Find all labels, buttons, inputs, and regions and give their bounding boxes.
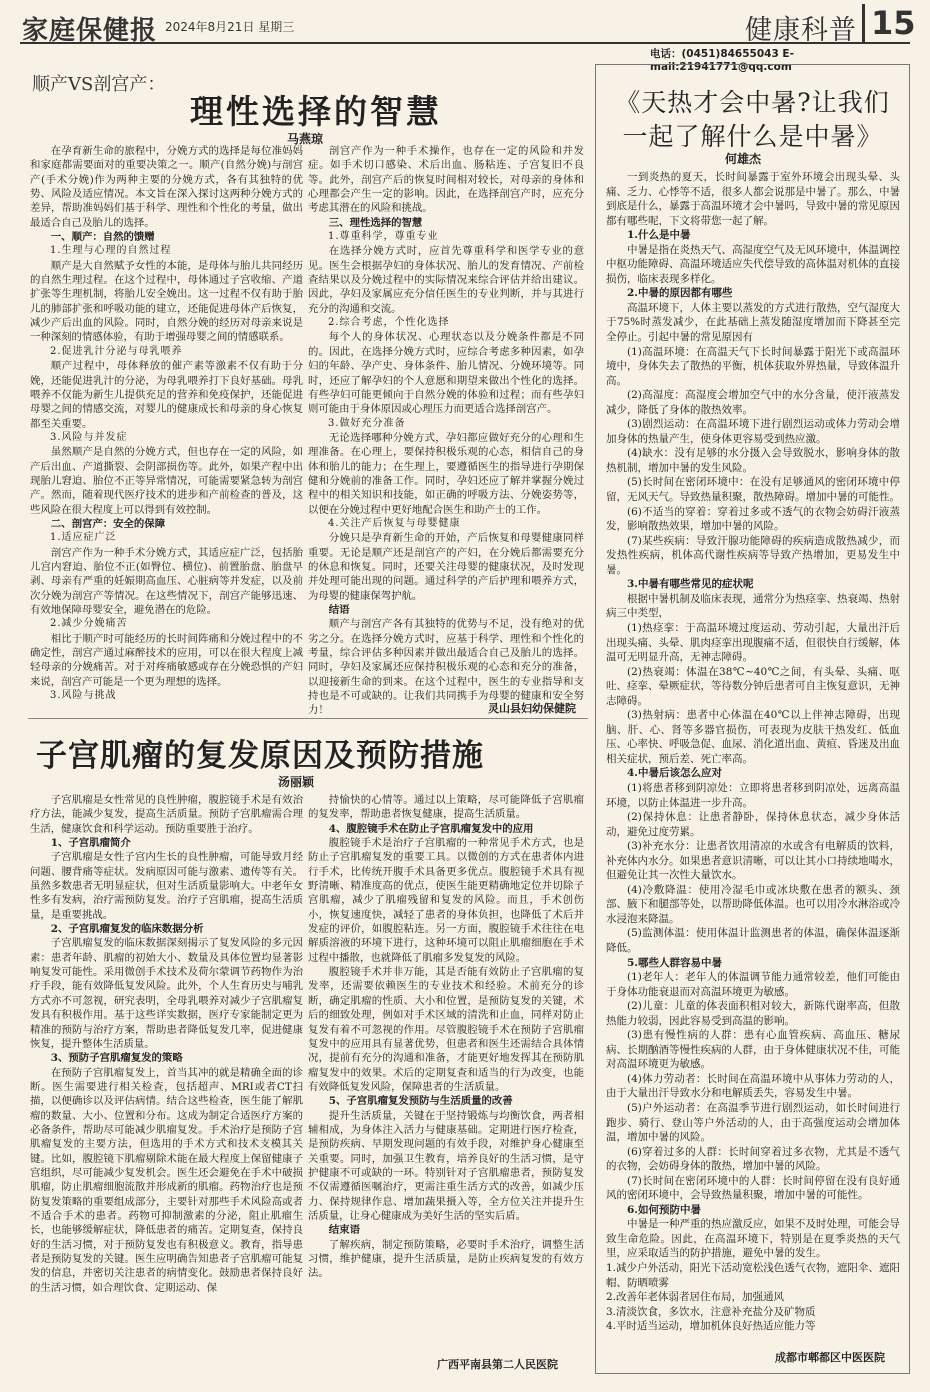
paragraph: 子宫肌瘤是女性常见的良性肿瘤，腹腔镜手术是有效治疗方法，能减少复发，提高生活质量。预防子宫肌瘤需合理生活，健康饮食和科学运动。预防重要胜于治疗。 [30,794,303,835]
paragraph: 根据中暑机制及临床表现，通常分为热痉挛、热衰竭、热射病三中类型， [606,592,900,620]
issue-date: 2024年8月21日 星期三 [165,20,295,34]
paragraph: 相比于顺产时可能经历的长时间阵痛和分娩过程中的不确定性，剖宫产通过麻醉技术的应用，可以在很大程度上减轻母亲的分娩痛苦。对于对疼痛敏感或存在分娩恐惧的产妇来说，剖宫产可能是一个更为理想的选择。 [30,632,303,688]
section-heading: 1.什么是中暑 [627,229,691,242]
paragraph: 在选择分娩方式时，应首先尊重科学和医学专业的意见。医生会根据孕妇的身体状况、胎儿的发育情况、产前检查结果以及分娩过程中的实际情况来综合评估并给出建议。因此，孕妇及家属应充分信任医生的专业判断，并与其进行充分的沟通和交流。 [308,245,584,315]
paragraph: (3)热射病：患者中心体温在40℃以上伴神志障碍，出现脑、肝、心、肾等多器官损伤，可表现为皮肤干热发红、低血压、心率快、呼吸急促、血尿、消化道出血、黄疸、昏迷及出血相关症状，预后差、死亡率高。 [606,709,900,765]
article1-title: 理性选择的智慧 [190,92,442,131]
paragraph: 中暑是一种严重的热应激反应，如果不及时处理，可能会导致生命危险。因此，在高温环境下，特别是在夏季炎热的天气里，应采取适当的防护措施，避免中暑的发生。 [606,1218,900,1260]
section-heading: 2.中暑的原因都有哪些 [627,287,733,300]
article3-title-line-1: 《天热才会中暑?让我们 [615,88,890,117]
article2-column-1 [30,793,303,1295]
article3-title-line-2: 一起了解什么是中暑》 [622,122,883,151]
masthead-rule [20,42,910,44]
paragraph: (3)补充水分：让患者饮用清凉的水或含有电解质的饮料，补充体内水分。如果患者意识清晰，可以让其小口持续地喝水，但避免让其一次性大量饮水。 [606,840,900,882]
paragraph: (4)冷敷降温：使用冷湿毛巾或冰块敷在患者的额头、颈部、腋下和腿部等处，以帮助降低体温。也可以用冷水淋浴或冷水浸泡来降温。 [606,883,900,925]
paragraph: 3.清淡饮食，多饮水，注意补充盐分及矿物质 [606,1305,816,1318]
paragraph: (4)体力劳动者：长时间在高温环境中从事体力劳动的人，由于大量出汗导致水分和电解质丢失，容易发生中暑。 [606,1072,900,1100]
article3-column [606,170,900,1334]
section-heading: 5.哪些人群容易中暑 [627,956,722,969]
paragraph: (3)剧烈运动：在高温环境下进行剧烈运动或体力劳动会增加身体的热量产生，使身体更容易受到热应激。 [606,418,900,445]
subsection-heading: 2.综合考虑，个性化选择 [328,317,450,329]
article3-title [600,86,905,154]
paragraph: 子宫肌瘤复发的临床数据深刻揭示了复发风险的多元因素：患者年龄、肌瘤的初始大小、数量及具体位置均显著影响复发可能性。采用微创手术技术及荷尔蒙调节药物作为治疗手段，能有效降低复发风险。此外，个人生育历史与哺乳方式亦不可忽视，研究表明，全母乳喂养对减少子宫肌瘤复发具有积极作用。基于这些详实数据，医疗专家能制定更为精准的预防与治疗方案，帮助患者降低复发几率，促进健康恢复，提升整体生活质量。 [30,937,303,1050]
paragraph: 剖宫产作为一种手术分娩方式，其适应症广泛，包括胎儿宫内窘迫、胎位不正(如臀位、横位)、前置胎盘、胎盘早剥、母亲有严重的妊娠期高血压、心脏病等并发症，以及前次分娩为剖宫产等情况。在这些情况下，剖宫产能够迅速、有效地保障母婴安全，避免潜在的危险。 [30,546,303,616]
subsection-heading: 2.促进乳汁分泌与母乳喂养 [50,345,183,357]
article2-title: 子宫肌瘤的复发原因及预防措施 [36,738,484,774]
section-heading: 4.中暑后该怎么应对 [627,767,722,780]
paragraph: (6)不适当的穿着：穿着过多或不透气的衣物会妨碍汗液蒸发，影响散热效果，增加中暑的风险。 [606,505,900,533]
paragraph: (5)监测体温：使用体温计监测患者的体温，确保体温逐渐降低。 [606,927,900,954]
article1-organization: 灵山县妇幼保健院 [488,702,576,715]
paragraph: 顺产与剖宫产各有其独特的优势与不足，没有绝对的优劣之分。在选择分娩方式时，应基于科学、理性和个性化的考量，综合评估多种因素并做出最适合自己及胎儿的选择。同时，孕妇及家属还应保持积极乐观的心态和充分的准备，以迎接新生命的到来。在这个过程中，医生的专业指导和支持也是不可或缺的。让我们共同携手为母婴的健康和安全努力！ [308,618,584,717]
paragraph: 剖宫产作为一种手术操作，也存在一定的风险和并发症。如手术切口感染、术后出血、肠粘连、子宫复旧不良等。此外，剖宫产后的恢复时间相对较长，对母亲的身体和心理都会产生一定的影响。因此，在选择剖宫产时，应充分考虑其潜在的风险和挑战。 [308,145,584,215]
section-name: 健康科普 [745,15,857,46]
paragraph: 腹腔镜手术并非万能，其是否能有效防止子宫肌瘤的复发率，还需要依赖医生的专业技术和经验。术前充分的诊断，确定肌瘤的性质、大小和位置，是预防复发的关键，术后的细致处理，例如对手术区域的清洗和止血，同样对防止复发有着不可忽视的作用。尽管腹腔镜手术在预防子宫肌瘤复发中的应用具有显著优势，但患者和医生还需结合具体情况，提前有充分的沟通和准备，才能更好地发挥其在预防肌瘤复发中的效果。术后的定期复查和适当的行为改变，也能有效降低复发风险，保障患者的生活质量。 [308,966,584,1093]
article3-author: 何雄杰 [725,152,762,166]
paragraph: (7)长时间在密闭环境中的人群：长时间停留在没有良好通风的密闭环境中，会导致热量积聚，增加中暑的可能性。 [606,1174,900,1202]
subsection-heading: 3.风险与挑战 [50,690,117,702]
section-heading: 6.如何预防中暑 [627,1203,701,1216]
section-heading: 3、预防子宫肌瘤复发的策略 [50,1052,183,1065]
article2-column-2 [308,793,584,1281]
section-heading: 1、子宫肌瘤简介 [50,837,131,850]
paragraph: (2)儿童：儿童的体表面积相对较大，新陈代谢率高，但散热能力较弱，因此容易受到高温的影响。 [606,1000,900,1027]
paragraph: 持愉快的心情等。通过以上策略，尽可能降低子宫肌瘤的复发率，帮助患者恢复健康，提高生活质量。 [308,794,584,821]
paragraph: 一到炎热的夏天，长时间暴露于室外环境会出现头晕、头痛、乏力、心悸等不适，很多人都会说那是中暑了。那么，中暑到底是什么，暴露于高温环境才会中暑吗，导致中暑的常见原因都有哪些呢，下文将带您一起了解。 [606,171,900,227]
paragraph: 腹腔镜手术是治疗子宫肌瘤的一种常见手术方式，也是防止子宫肌瘤复发的重要工具。以微创的方式在患者体内进行手术，比传统开腹手术具备更多优点。腹腔镜手术具有视野清晰、精准度高的优点，使医生能更精确地定位并切除子宫肌瘤，减少了肌瘤残留和复发的风险。而且，手术创伤小，恢复速度快，减轻了患者的身体负担，也降低了术后并发症的评价，如腹腔粘连。另一方面，腹腔镜手术往往在电解质溶液的环境下进行，这种环境可以阻止肌瘤细胞在手术过程中播散，也就降低了肌瘤多发复发的风险。 [308,837,584,964]
paragraph: 顺产是大自然赋予女性的本能，是母体与胎儿共同经历的自然生理过程。在这个过程中，母体通过子宫收缩、产道扩张等生理机制，将胎儿安全娩出。这一过程不仅有助于胎儿的肺部扩张和呼吸功能的建立，还能促进母体产后恢复，减少产后出血的风险。同时，自然分娩的经历对母亲来说是一种深刻的情感体验，有助于增强母婴之间的情感联系。 [30,259,303,344]
paragraph: 4.平时适当运动，增加机体良好热适应能力等 [606,1320,816,1333]
article1-author: 马燕琼 [287,132,324,146]
paragraph: (3)患有慢性病的人群：患有心血管疾病、高血压、糖尿病、长期酗酒等慢性疾病的人群，由于身体健康状况不佳，可能对高温环境更为敏感。 [606,1029,900,1071]
paragraph: (1)将患者移到阴凉处：立即将患者移到阴凉处，远离高温环境，以防止体温进一步升高。 [606,781,900,809]
paragraph: 分娩只是孕育新生命的开始，产后恢复和母婴健康同样重要。无论是顺产还是剖宫产的产妇，在分娩后都需要充分的休息和恢复。同时，还要关注母婴的健康状况，及时发现并处理可能出现的问题。通过科学的产后护理和喂养方式，为母婴的健康保驾护航。 [308,532,584,602]
contact-info: 电话：(0451)84655043 E-mail:21941771@qq.com [650,48,794,73]
article1-column-1 [30,144,303,703]
subsection-heading: 2.减少分娩痛苦 [50,618,128,630]
paragraph: (2)热衰竭：体温在38℃~40℃之间，有头晕、头痛、呕吐、痉挛、晕厥症状，等待数分钟后患者可自主恢复意识，无神志障碍。 [606,665,900,707]
section-heading: 3.中暑有哪些常见的症状呢 [627,578,754,591]
article1-column-2 [308,144,584,718]
page-number: 15 [862,4,916,42]
article2-author: 汤丽颖 [278,775,315,789]
paragraph: 在预防子宫肌瘤复发上，首当其冲的就是精确全面的诊断。医生需要进行相关检查，包括超声、MRI或者CT扫描，以便确诊以及评估病情。结合这些检查，医生能了解肌瘤的数量、大小、位置和分布。这成为制定合适医疗方案的必备条件，帮助尽可能减少肌瘤复发。手术治疗是预防子宫肌瘤复发的主要方法，但选用的手术方式和技术支模其关键。比如，腹腔镜下肌瘤剔除术能在最大程度上保留健康子宫组织，尽可能减少复发机会。医生还会避免在手术中破损肌瘤，防止肌瘤细胞流散并形成新的肌瘤。药物治疗也是预防复发策略的重要组成部分，主要针对那些手术风险高或者不适合手术的患者。药物可抑制激素的分泌，阻止肌瘤生长，也能够缓解症状，降低患者的痛苦。定期复查，保持良好的生活习惯，对于预防复发也有积极意义。教育，指导患者是预防复发的关键。医生应明确告知患者子宫肌瘤可能复发的信息，并密切关注患者的病情变化。鼓励患者保持良好的生活习惯，如合理饮食、定期运动、保 [30,1066,303,1294]
paragraph: 1.减少户外活动，阳光下活动宽松浅色透气衣物，遮阳伞、遮阳帽、防晒喷雾 [606,1262,900,1289]
section-heading: 三、理性选择的智慧 [328,216,423,229]
paragraph: (5)户外运动者：在高温季节进行剧烈运动，如长时间进行跑步、骑行、登山等户外活动的人，由于高强度运动会增加体温，增加中暑的风险。 [606,1102,900,1144]
paragraph: (1)高温环境：在高温天气下长时间暴露于阳光下或高温环境中，身体失去了散热的平衡，机体获取外界热量，导致体温升高。 [606,345,900,387]
subsection-heading: 3.做好充分准备 [328,417,406,429]
article2-organization: 广西平南县第二人民医院 [437,1358,558,1371]
paragraph: (5)长时间在密闭环境中：在没有足够通风的密闭环境中停留，无风天气。导致热量积聚，散热障碍。增加中暑的可能性。 [606,476,900,504]
section-heading: 2、子宫肌瘤复发的临床数据分析 [50,923,204,936]
section-heading: 一、顺产：自然的馈赠 [50,231,155,244]
subsection-heading: 1.尊重科学，尊重专业 [328,231,439,243]
paragraph: 顺产过程中，母体释放的催产素等激素不仅有助于分娩，还能促进乳汁的分泌，为母乳喂养打下良好基础。母乳喂养不仅能为新生儿提供充足的营养和免疫保护，还能促进母婴之间的情感交流，对婴儿的健康成长和母亲的身心恢复都至关重要。 [30,360,303,430]
section-heading: 结语 [328,604,350,616]
paragraph: (6)穿着过多的人群：长时间穿着过多衣物，尤其是不透气的衣物，会妨碍身体的散热，增加中暑的风险。 [606,1145,900,1173]
masthead [0,0,930,52]
paragraph: (2)高湿度：高湿度会增加空气中的水分含量，使汗液蒸发减少，降低了身体的散热效率。 [606,389,900,416]
article1-kicker: 顺产VS剖宫产： [32,74,166,95]
section-heading: 结束语 [328,1224,360,1237]
section-heading: 4、腹腔镜手术在防止子宫肌瘤复发中的应用 [328,822,534,835]
paragraph: 每个人的身体状况、心理状态以及分娩条件都是不同的。因此，在选择分娩方式时，应综合考虑多种因素，如孕妇的年龄、孕产史、身体条件、胎儿情况、分娩环境等。同时，还应了解孕妇的个人意愿和期望来做出个性化的选择。有些孕妇可能更倾向于自然分娩的体验和过程；而有些孕妇则可能由于身体原因或心理压力而更适合选择剖宫产。 [308,331,584,416]
subsection-heading: 3.风险与并发症 [50,431,128,443]
paragraph: 中暑是指在炎热天气、高湿度空气及无风环境中，体温调控中枢功能障碍、高温环境适应失代偿导致的高体温对机体的直接损伤，临床表现多样化。 [606,243,900,285]
subsection-heading: 1.适应症广泛 [50,532,117,544]
paragraph: 高温环境下，人体主要以蒸发的方式进行散热，空气湿度大于75%时蒸发减少，在此基础上蒸发随湿度增加而下降甚至完全停止。引起中暑的常见原因有 [606,301,900,344]
section-heading: 5、子宫肌瘤复发预防与生活质量的改善 [328,1095,513,1108]
paragraph: 在孕育新生命的旅程中，分娩方式的选择是每位准妈妈和家庭都需要面对的重要决策之一。顺产(自然分娩)与剖宫产(手术分娩)作为两种主要的分娩方式，各有其独特的优势、风险及适应情况。本文旨在深入探讨这两种分娩方式的差异，帮助准妈妈们基于科学、理性和个性化的考量，做出最适合自己及胎儿的选择。 [30,145,303,229]
section-heading: 二、剖宫产：安全的保障 [50,517,166,530]
paragraph: 虽然顺产是自然的分娩方式，但也存在一定的风险，如产后出血、产道撕裂、会阴部损伤等。此外，如果产程中出现胎儿窘迫、胎位不正等异常情况，可能需要紧急转为剖宫产。然而，随着现代医疗技术的进步和产前检查的普及，这些风险在很大程度上可以得到有效控制。 [30,446,303,516]
paragraph: (7)某些疾病：导致汗腺功能障碍的疾病造成散热减少，而发热性疾病，机体高代谢性疾病等导致产热增加，更易发生中暑。 [606,534,900,576]
article3-organization: 成都市郫都区中医医院 [775,1351,885,1364]
subsection-heading: 4.关注产后恢复与母婴健康 [328,517,461,529]
paragraph: 了解疾病，制定预防策略，必要时手术治疗，调整生活习惯，维护健康，提升生活质量，是防止疾病复发的有效方法。 [308,1238,584,1280]
paragraph: (2)保持休息：让患者静卧，保持休息状态，减少身体活动，避免过度劳累。 [606,811,900,838]
paragraph: 提升生活质量，关键在于坚持锻炼与均衡饮食，两者相辅相成，为身体注入活力与健康基础。定期进行医疗检查，是预防疾病、早期发现问题的有效手段，对维护身心健康至关重要。同时，加强卫生教育，培养良好的生活习惯，是守护健康不可或缺的一环。特别针对子宫肌瘤患者，预防复发不仅需遵循医嘱治疗，更需注重生活方式的改善，如减少压力、保持规律作息、增加蔬果摄入等，全方位关注并提升生活质量，让身心健康成为美好生活的坚实后盾。 [308,1109,584,1222]
paragraph: (1)热痉挛：于高温环境过度运动、劳动引起，大量出汗后出现头痛、头晕、肌肉痉挛出现腹痛不适，但很快自行缓解，体温可无明显升高，无神志障碍。 [606,621,900,664]
paragraph: (1)老年人：老年人的体温调节能力通常较差，他们可能由于身体功能衰退而对高温环境更为敏感。 [606,971,900,998]
paragraph: (4)缺水：没有足够的水分摄入会导致脱水，影响身体的散热机制，增加中暑的发生风险。 [606,447,900,474]
paragraph: 2.改善年老体弱者居住布局，加强通风 [606,1291,785,1304]
paragraph: 无论选择哪种分娩方式，孕妇都应做好充分的心理和生理准备。在心理上，要保持积极乐观的心态，相信自己的身体和胎儿的能力；在生理上，要遵循医生的指导进行孕期保健和分娩前的准备工作。同时，孕妇还应了解并掌握分娩过程中的相关知识和技能，如正确的呼吸方法、分娩姿势等，以便在分娩过程中更好地配合医生和助产士的工作。 [308,431,584,516]
article-divider [28,718,588,719]
paper-name: 家庭保健报 [22,16,158,46]
paragraph: 子宫肌瘤是女性子宫内生长的良性肿瘤，可能导致月经问题、腰背痛等症状。发病原因可能与激素、遗传等有关。虽然多数患者无明显症状，但对生活质量影响大。中老年女性多有发病，治疗需预防复发。治疗子宫肌瘤，提高生活质量，是重要挑战。 [30,851,303,921]
subsection-heading: 1.生理与心理的自然过程 [50,245,172,257]
